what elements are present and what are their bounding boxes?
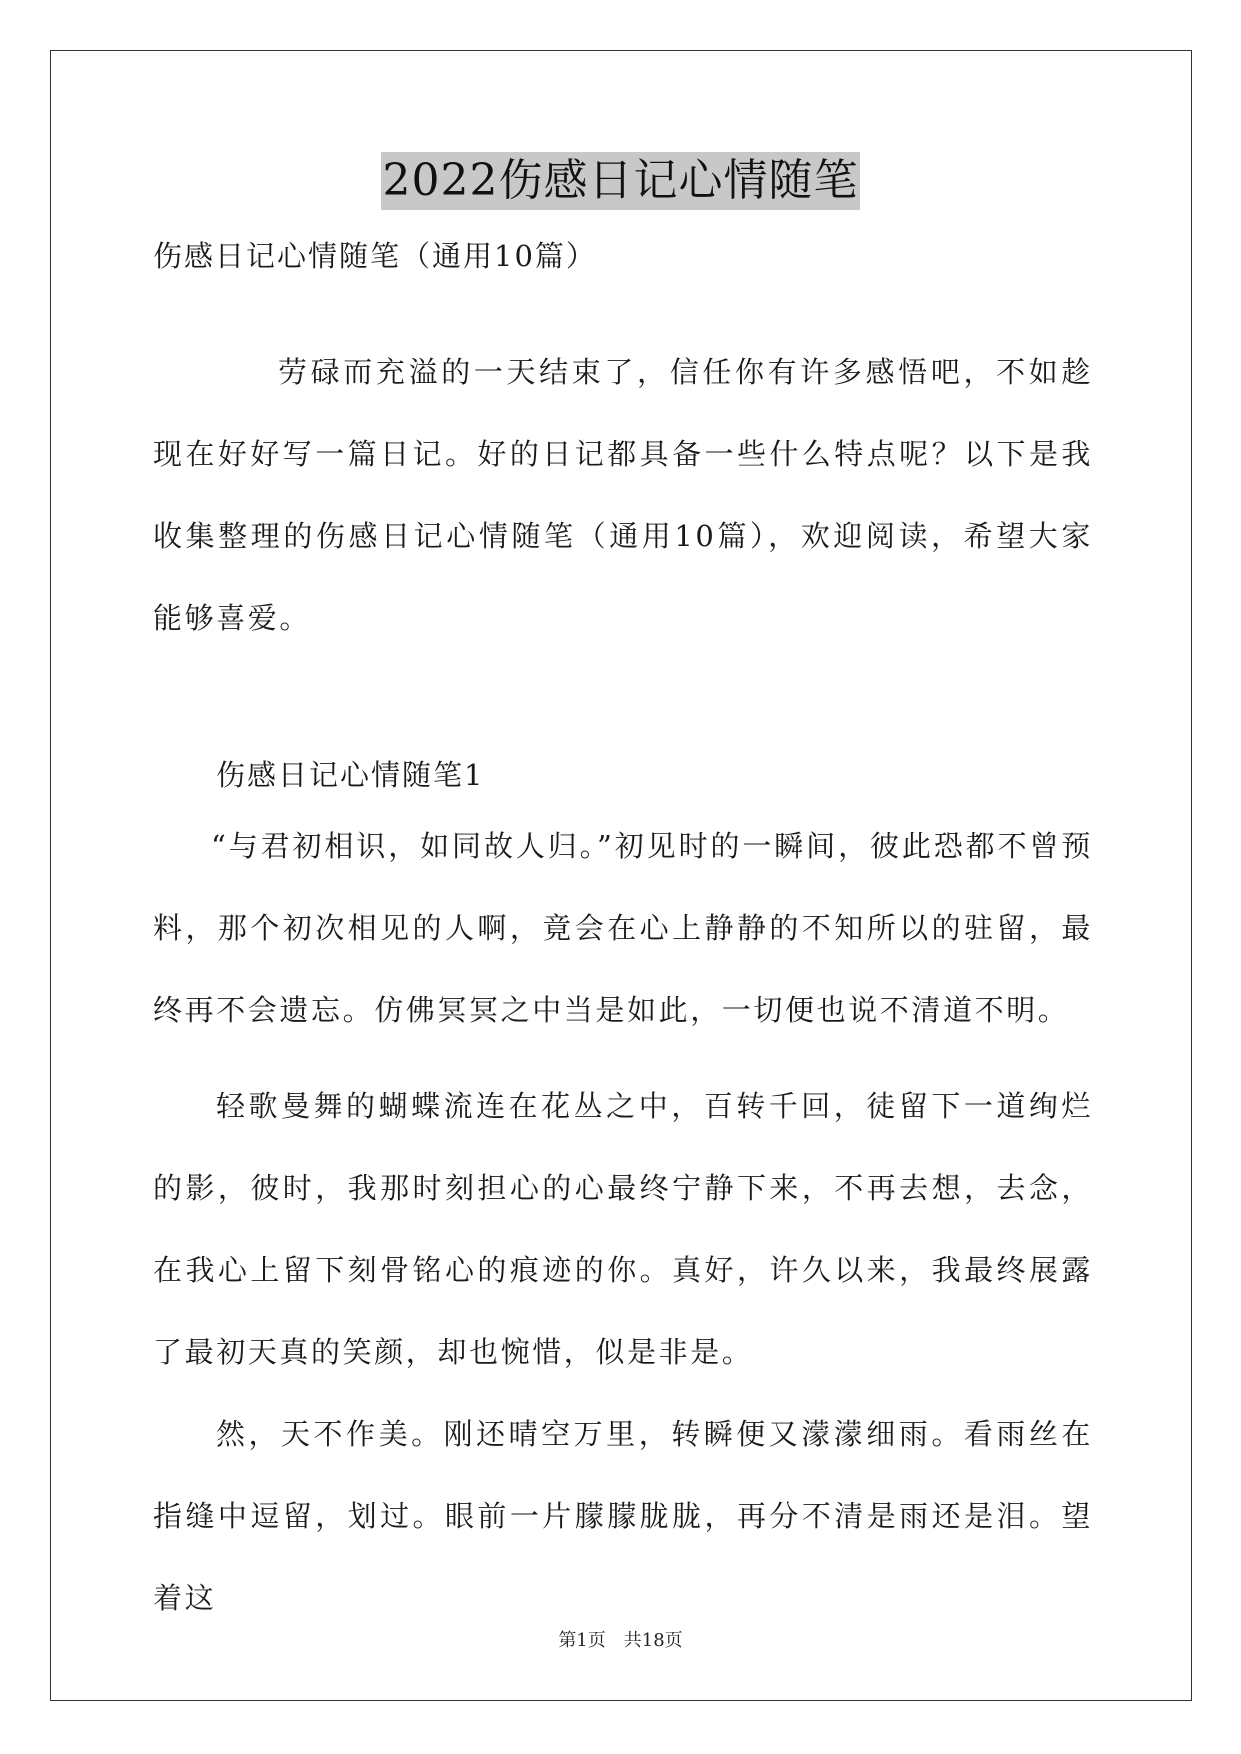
intro-paragraph: 劳碌而充溢的一天结束了，信任你有许多感悟吧，不如趁现在好好写一篇日记。好的日记都具备一些什么特点呢？以下是我收集整理的伤感日记心情随笔（通用10篇），欢迎阅读，希望大家能够喜爱。 bbox=[153, 355, 1093, 635]
body-paragraph: 轻歌曼舞的蝴蝶流连在花丛之中，百转千回，徒留下一道绚烂的影，彼时，我那时刻担心的心最终宁静下来，不再去想，去念，在我心上留下刻骨铭心的痕迹的你。真好，许久以来，我最终展露了最初天真的笑颜，却也惋惜，似是非是。 bbox=[153, 1089, 1093, 1369]
document-subtitle: 伤感日记心情随笔（通用10篇） bbox=[153, 239, 597, 273]
body-paragraph: “与君初相识，如同故人归。”初见时的一瞬间，彼此恐都不曾预料，那个初次相见的人啊，竟会在心上静静的不知所以的驻留，最终再不会遗忘。仿佛冥冥之中当是如此，一切便也说不清道不明。 bbox=[153, 829, 1093, 1027]
section-heading: 伤感日记心情随笔1 bbox=[216, 758, 485, 792]
page-footer: 第1页 共18页 bbox=[558, 1630, 683, 1651]
body-paragraph: 然，天不作美。刚还晴空万里，转瞬便又濛濛细雨。看雨丝在指缝中逗留，划过。眼前一片朦朦胧胧，再分不清是雨还是泪。望着这 bbox=[153, 1417, 1093, 1615]
title-container bbox=[0, 152, 1241, 210]
document-title: 2022伤感日记心情随笔 bbox=[381, 152, 861, 210]
